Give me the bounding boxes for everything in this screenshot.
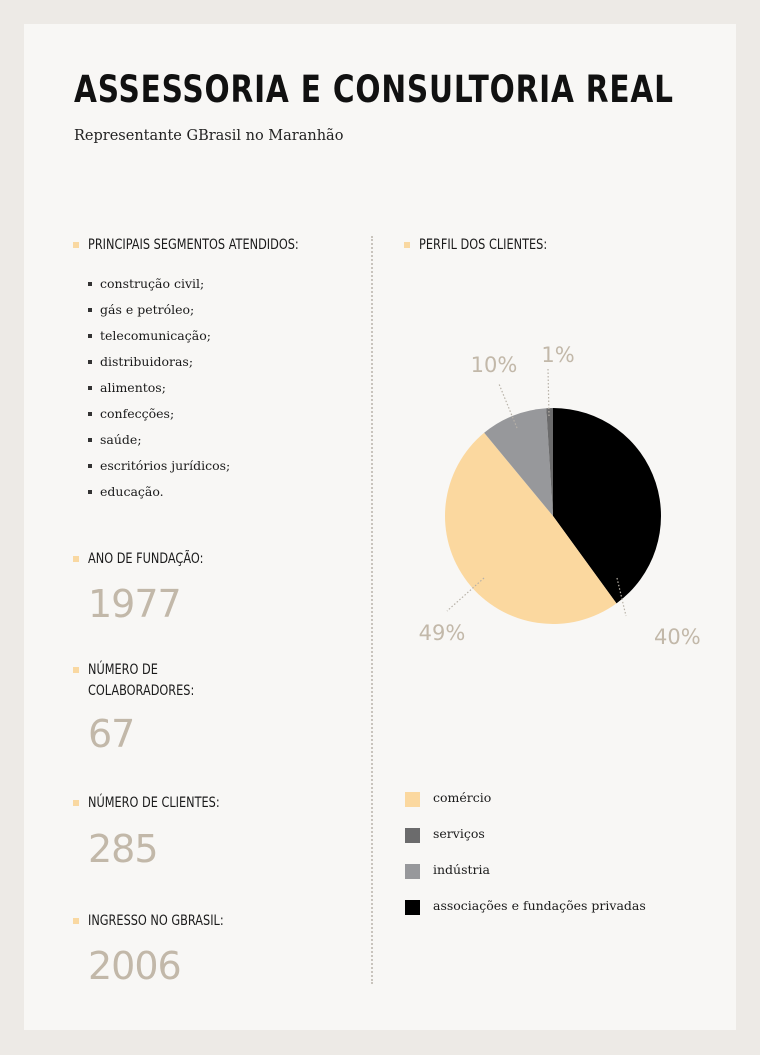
chart-title: PERFIL DOS CLIENTES: [419,237,548,253]
clients-value: 285 [88,827,158,871]
founded-value: 1977 [88,582,181,626]
employees-value: 67 [88,712,135,756]
legend-label: associações e fundações privadas [433,898,646,913]
segment-label: educação. [100,484,164,499]
segment-label: confecções; [100,406,175,421]
page-subtitle: Representante GBrasil no Maranhão [74,128,344,144]
joined-heading: INGRESSO NO GBRASIL: [88,913,224,929]
joined-value: 2006 [88,944,181,988]
employees-heading-line2: COLABORADORES: [88,683,195,699]
segment-label: escritórios jurídicos; [100,458,231,473]
legend-label: comércio [433,790,492,805]
segment-label: saúde; [100,432,142,447]
segments-heading: PRINCIPAIS SEGMENTOS ATENDIDOS: [88,237,299,253]
pie-label-industria: 10% [470,353,518,377]
segment-label: construção civil; [100,276,205,291]
segment-label: telecomunicação; [100,328,211,343]
pie-chart [24,24,736,1030]
legend-label: serviços [433,826,485,841]
pie-label-associacoes: 40% [654,625,701,649]
clients-heading: NÚMERO DE CLIENTES: [88,795,220,811]
pie-label-servicos: 1% [541,343,575,367]
segment-label: gás e petróleo; [100,302,195,317]
founded-heading: ANO DE FUNDAÇÃO: [88,551,204,567]
employees-heading-line1: NÚMERO DE [88,662,158,678]
legend-label: indústria [433,862,490,877]
legend-swatch [405,900,420,915]
pie-label-comercio: 49% [418,621,466,645]
legend-swatch [405,864,420,879]
legend-swatch [405,792,420,807]
page-title: ASSESSORIA E CONSULTORIA REAL [74,68,674,111]
segment-label: distribuidoras; [100,354,194,369]
page-card [24,24,736,1030]
segment-label: alimentos; [100,380,166,395]
leader-line-comercio [447,578,484,611]
legend-swatch [405,828,420,843]
